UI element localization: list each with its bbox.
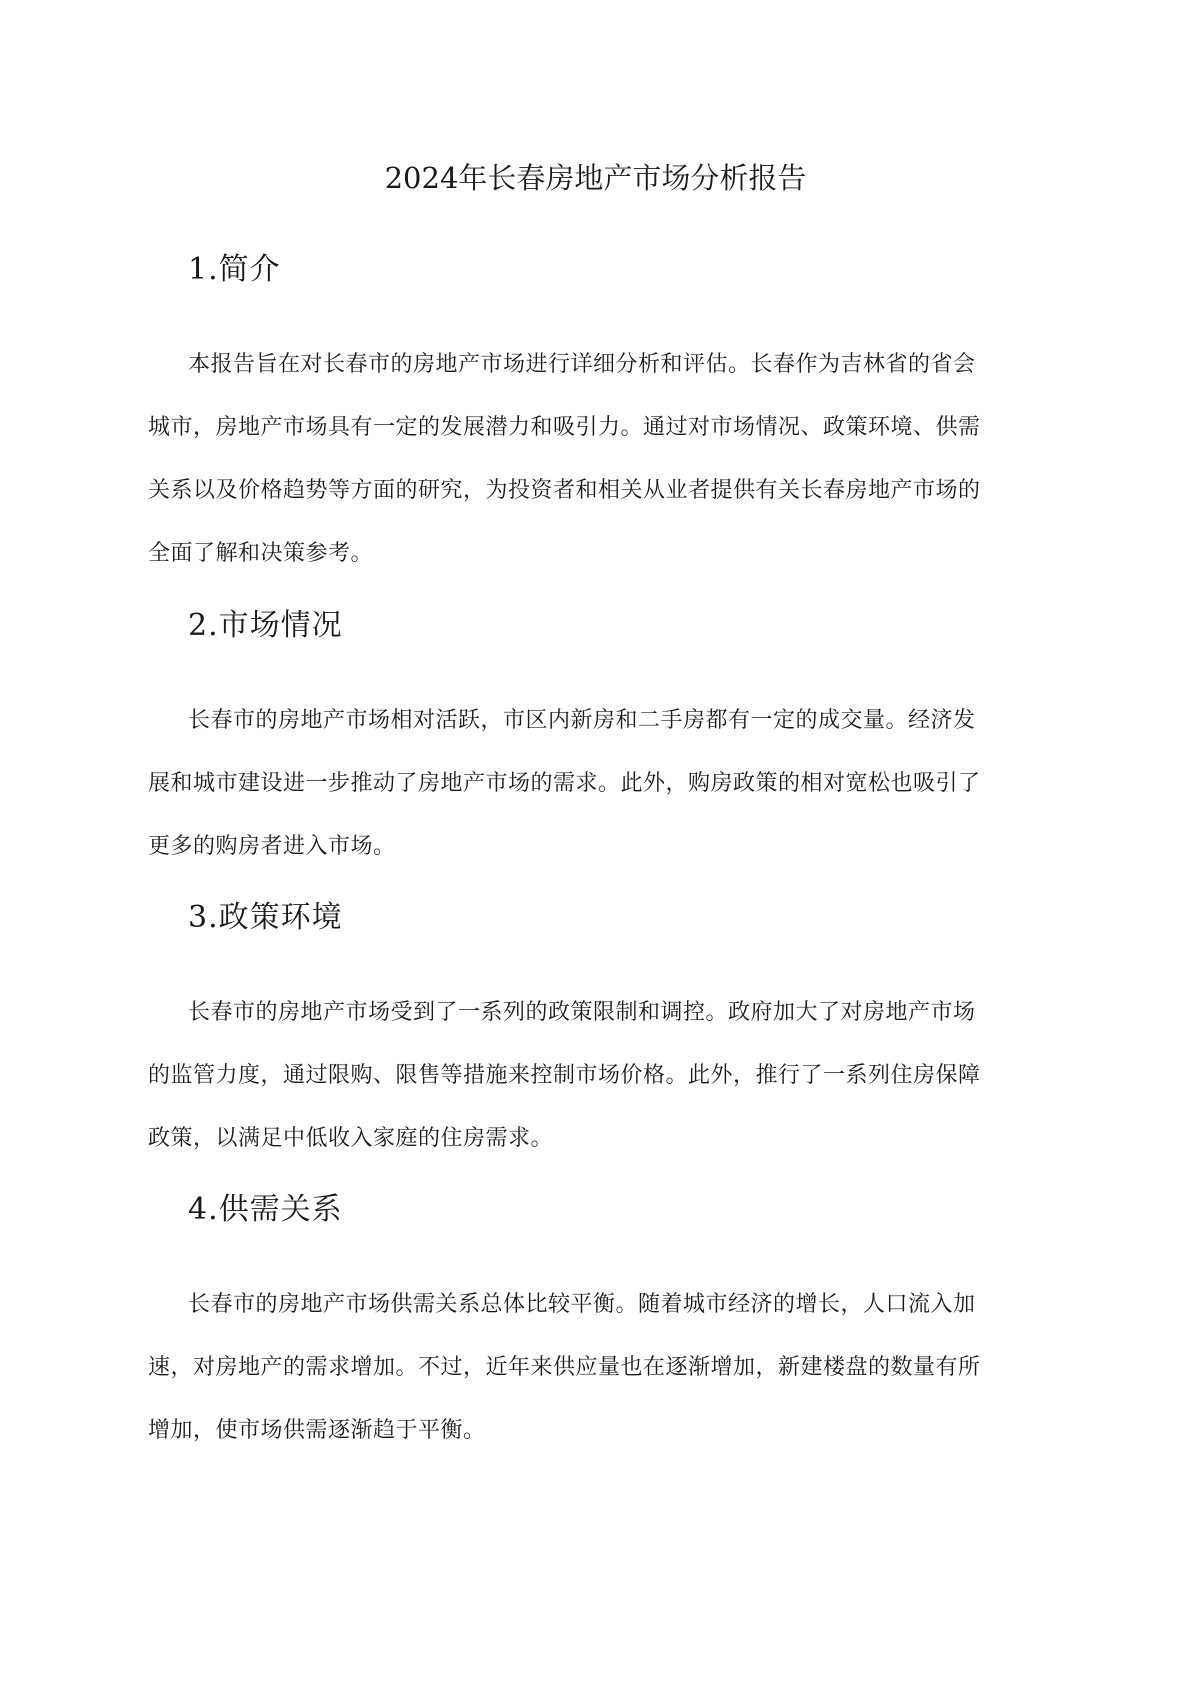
paragraph (148, 981, 1048, 1170)
paragraph-line: 城市，房地产市场具有一定的发展潜力和吸引力。通过对市场情况、政策环境、供需 (148, 415, 981, 440)
section-policy-environment (188, 898, 1048, 938)
paragraph-line: 增加，使市场供需逐渐趋于平衡。 (148, 1418, 486, 1443)
paragraph (148, 1273, 1048, 1462)
paragraph-line: 政策，以满足中低收入家庭的住房需求。 (148, 1126, 554, 1151)
section-introduction (188, 250, 1048, 290)
paragraph-line: 长春市的房地产市场受到了一系列的政策限制和调控。政府加大了对房地产市场 (188, 1000, 976, 1025)
paragraph-line: 更多的购房者进入市场。 (148, 834, 396, 859)
paragraph-line: 展和城市建设进一步推动了房地产市场的需求。此外，购房政策的相对宽松也吸引了 (148, 771, 981, 796)
section-market-status-body (148, 689, 1048, 878)
section-heading: 3.政策环境 (188, 900, 343, 935)
section-heading: 1.简介 (188, 252, 281, 287)
paragraph-line: 本报告旨在对长春市的房地产市场进行详细分析和评估。长春作为吉林省的省会 (188, 352, 976, 377)
section-supply-demand (188, 1190, 1048, 1230)
section-policy-environment-body (148, 981, 1048, 1170)
paragraph (148, 689, 1048, 878)
paragraph-line: 关系以及价格趋势等方面的研究，为投资者和相关从业者提供有关长春房地产市场的 (148, 478, 981, 503)
section-introduction-body (148, 333, 1048, 585)
section-supply-demand-body (148, 1273, 1048, 1462)
section-market-status (188, 606, 1048, 646)
paragraph (148, 333, 1048, 585)
document-title: 2024年长春房地产市场分析报告 (384, 161, 807, 195)
paragraph-line: 的监管力度，通过限购、限售等措施来控制市场价格。此外，推行了一系列住房保障 (148, 1063, 981, 1088)
section-heading: 4.供需关系 (188, 1192, 343, 1227)
section-heading: 2.市场情况 (188, 608, 343, 643)
paragraph-line: 速，对房地产的需求增加。不过，近年来供应量也在逐渐增加，新建楼盘的数量有所 (148, 1355, 981, 1380)
paragraph-line: 全面了解和决策参考。 (148, 541, 374, 566)
paragraph-line: 长春市的房地产市场相对活跃，市区内新房和二手房都有一定的成交量。经济发 (188, 708, 976, 733)
paragraph-line: 长春市的房地产市场供需关系总体比较平衡。随着城市经济的增长，人口流入加 (188, 1292, 976, 1317)
